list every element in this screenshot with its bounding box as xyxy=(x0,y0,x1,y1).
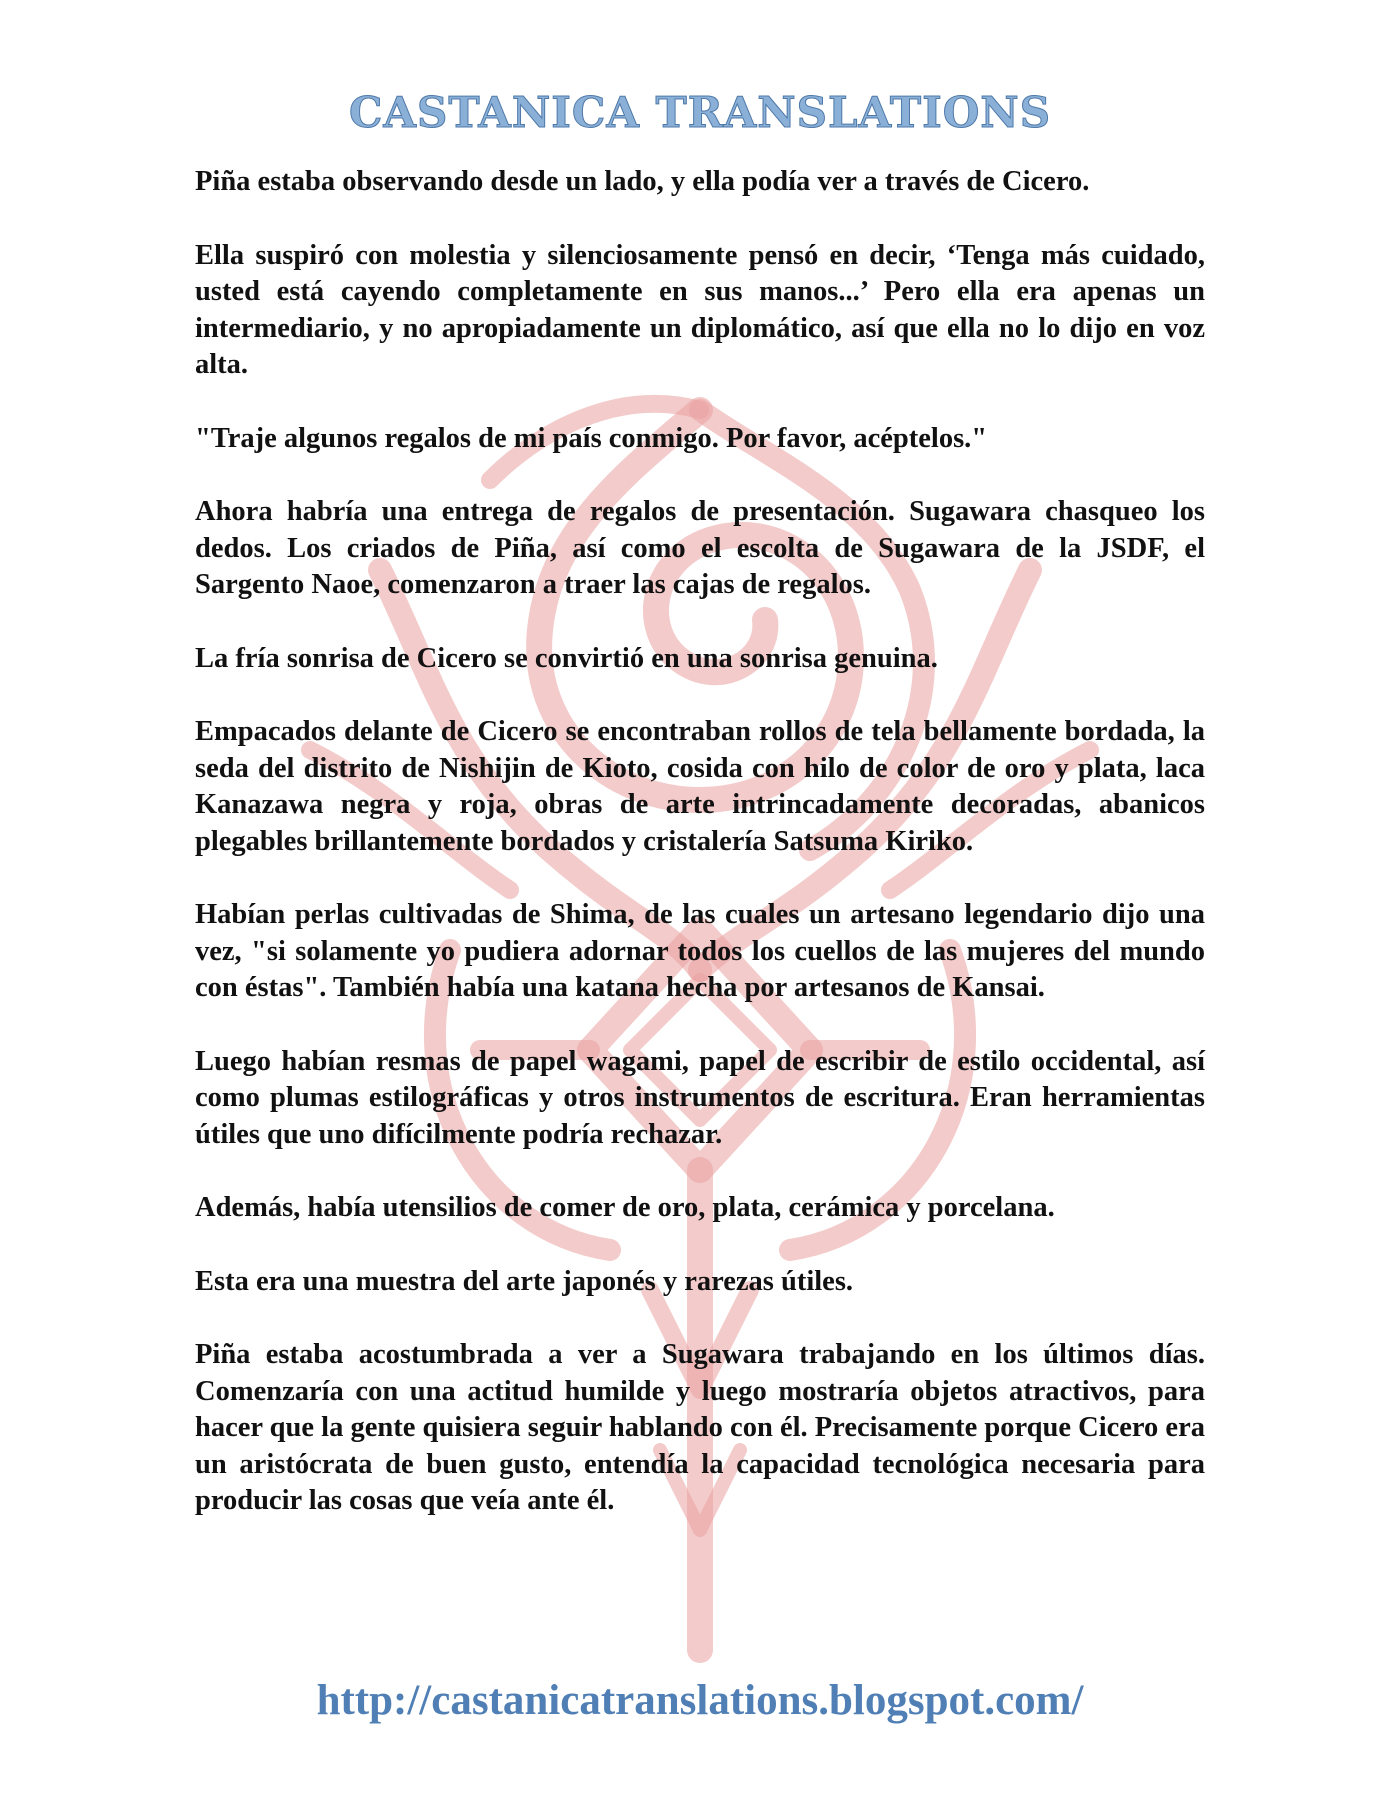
paragraph: Ella suspiró con molestia y silenciosamente pensó en decir, ‘Tenga más cuidado, usted está cayendo completamente en sus manos...’ Pero ella era apenas un intermediario, y no apropiadamente un diplomático, así que ella no lo dijo en voz alta. xyxy=(195,239,1205,380)
paragraph: Habían perlas cultivadas de Shima, de las cuales un artesano legendario dijo una vez, "si solamente yo pudiera adornar todos los cuellos de las mujeres del mundo con éstas". También había una katana hecha por artesanos de Kansai. xyxy=(195,899,1205,1003)
paragraph: "Traje algunos regalos de mi país conmigo. Por favor, acéptelos." xyxy=(195,422,988,454)
paragraph: Piña estaba acostumbrada a ver a Sugawara trabajando en los últimos días. Comenzaría con una actitud humilde y luego mostraría objetos atractivos, para hacer que la gente quisiera seguir hablando con él. Precisamente porque Cicero era un aristócrata de buen gusto, entendía la capacidad tecnológica necesaria para producir las cosas que veía ante él. xyxy=(195,1339,1205,1516)
paragraph: Además, había utensilios de comer de oro, plata, cerámica y porcelana. xyxy=(195,1192,1055,1223)
blog-url-link[interactable]: http://castanicatranslations.blogspot.com/ xyxy=(316,1677,1084,1724)
document-body xyxy=(195,164,1205,1557)
paragraph: Ahora habría una entrega de regalos de presentación. Sugawara chasqueo los dedos. Los criados de Piña, así como el escolta de Sugawara de la JSDF, el Sargento Naoe, comenzaron a traer las cajas de regalos. xyxy=(195,496,1205,600)
paragraph: Piña estaba observando desde un lado, y ella podía ver a través de Cicero. xyxy=(195,166,1090,197)
paragraph: Esta era una muestra del arte japonés y rarezas útiles. xyxy=(195,1265,854,1297)
paragraph: Luego habían resmas de papel wagami, papel de escribir de estilo occidental, así como plumas estilográficas y otros instrumentos de escritura. Eran herramientas útiles que uno difícilmente podría rechazar. xyxy=(195,1045,1205,1150)
paragraph: La fría sonrisa de Cicero se convirtió en una sonrisa genuina. xyxy=(195,642,938,674)
page-title: CASTANICA TRANSLATIONS xyxy=(348,88,1052,137)
paragraph: Empacados delante de Cicero se encontraban rollos de tela bellamente bordada, la seda del distrito de Nishijin de Kioto, cosida con hilo de color de oro y plata, laca Kanazawa negra y roja, obras de arte intrincadamente decoradas, abanicos plegables brillantemente bordados y cristalería Satsuma Kiriko. xyxy=(195,716,1205,857)
